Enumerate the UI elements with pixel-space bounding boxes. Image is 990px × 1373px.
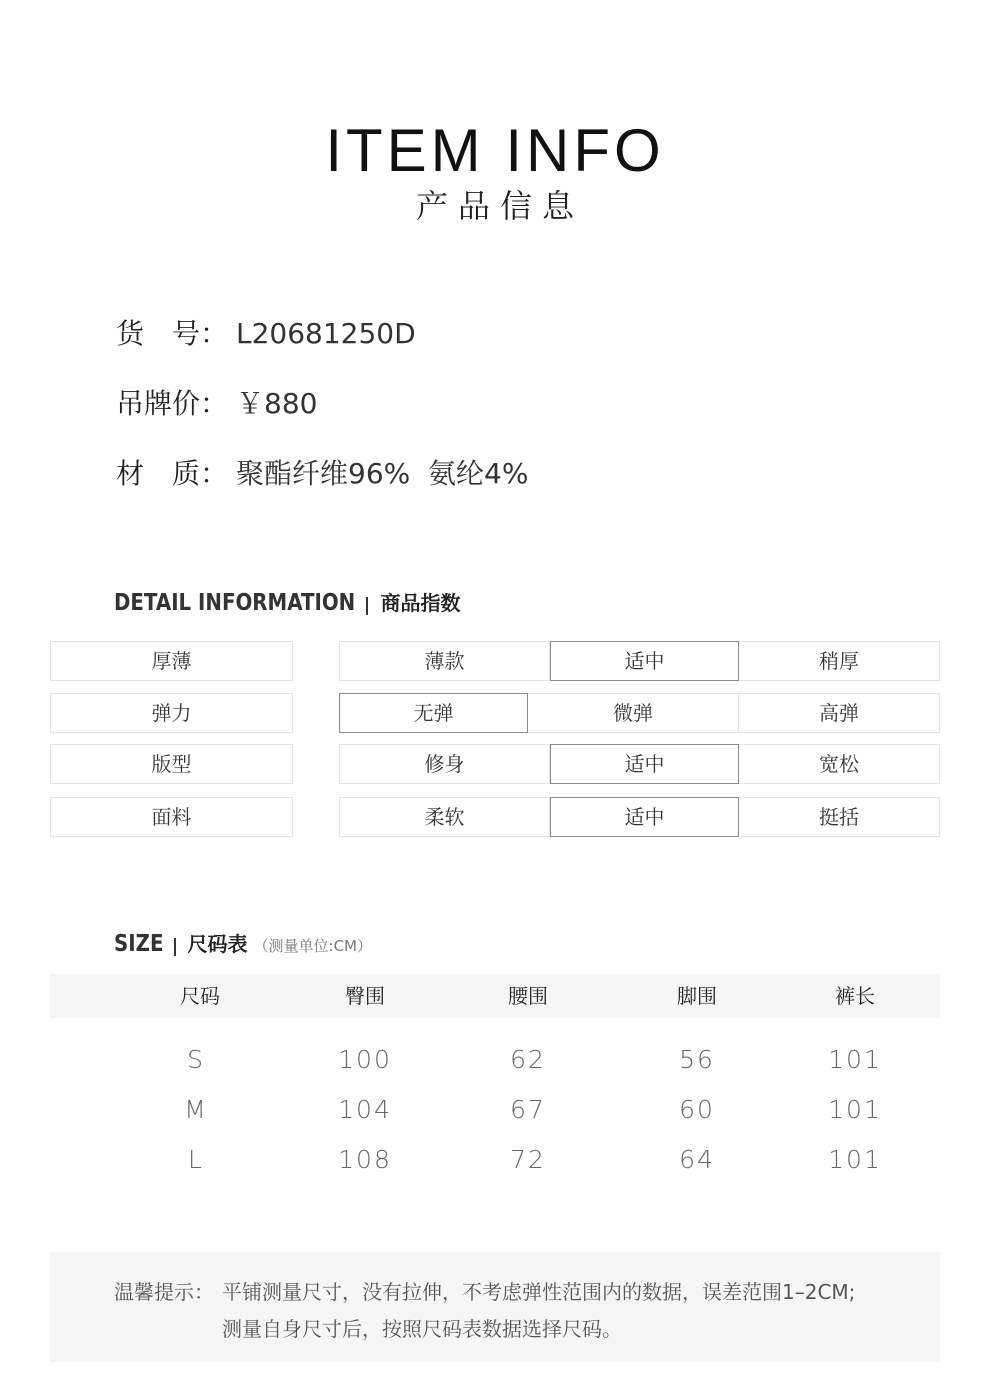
info-label: 材 质： bbox=[116, 457, 229, 490]
detail-option: 挺括 bbox=[739, 797, 940, 837]
size-value-cell: 64 bbox=[679, 1145, 715, 1174]
detail-attribute-name: 厚薄 bbox=[50, 641, 293, 681]
info-label: 货 号： bbox=[116, 317, 229, 350]
size-column-header: 尺码 bbox=[180, 984, 220, 1008]
detail-option: 修身 bbox=[339, 744, 550, 784]
detail-option: 高弹 bbox=[739, 693, 940, 733]
page-title: ITEM INFO bbox=[325, 117, 665, 184]
detail-option-selected: 无弹 bbox=[339, 693, 528, 733]
size-section-header bbox=[114, 929, 372, 959]
divider bbox=[174, 938, 176, 956]
page-subtitle: 产品信息 bbox=[415, 187, 584, 225]
info-row-material bbox=[116, 454, 528, 494]
detail-attribute-name: 面料 bbox=[50, 797, 293, 837]
size-column-header: 裤长 bbox=[835, 984, 875, 1008]
info-label: 吊牌价： bbox=[116, 387, 229, 420]
size-value-cell: 72 bbox=[510, 1145, 546, 1174]
detail-option-selected: 适中 bbox=[550, 641, 739, 681]
size-value-cell: 62 bbox=[510, 1045, 546, 1074]
size-title-en: SIZE bbox=[114, 931, 164, 957]
size-label-cell: M bbox=[184, 1095, 208, 1124]
detail-option: 薄款 bbox=[339, 641, 550, 681]
size-unit-note: （测量单位:CM） bbox=[253, 937, 372, 955]
size-label-cell: L bbox=[188, 1145, 204, 1174]
detail-title-en: DETAIL INFORMATION bbox=[114, 590, 356, 616]
size-value-cell: 100 bbox=[338, 1045, 392, 1074]
detail-title-cn: 商品指数 bbox=[380, 591, 461, 615]
size-value-cell: 101 bbox=[828, 1045, 882, 1074]
tip-line-1: 平铺测量尺寸，没有拉伸，不考虑弹性范围内的数据，误差范围1–2CM; bbox=[222, 1280, 856, 1304]
detail-section-header bbox=[114, 588, 460, 618]
info-value: L20681250D bbox=[236, 317, 416, 350]
tip-line-2: 测量自身尺寸后，按照尺码表数据选择尺码。 bbox=[222, 1317, 622, 1341]
size-column-header: 腰围 bbox=[508, 984, 548, 1008]
detail-option: 柔软 bbox=[339, 797, 550, 837]
size-value-cell: 101 bbox=[828, 1095, 882, 1124]
detail-attribute-name: 弹力 bbox=[50, 693, 293, 733]
divider bbox=[366, 597, 368, 615]
size-column-header: 脚围 bbox=[677, 984, 717, 1008]
detail-option: 稍厚 bbox=[739, 641, 940, 681]
size-value-cell: 108 bbox=[338, 1145, 392, 1174]
tip-label: 温馨提示： bbox=[114, 1280, 214, 1304]
detail-option: 宽松 bbox=[739, 744, 940, 784]
detail-option: 微弹 bbox=[528, 693, 739, 733]
detail-attribute-name: 版型 bbox=[50, 744, 293, 784]
info-row-tag-price bbox=[116, 384, 317, 424]
size-value-cell: 101 bbox=[828, 1145, 882, 1174]
size-label-cell: S bbox=[187, 1045, 205, 1074]
detail-option-selected: 适中 bbox=[550, 797, 739, 837]
info-row-item-number bbox=[116, 314, 416, 354]
size-title-cn: 尺码表 bbox=[187, 932, 248, 956]
size-value-cell: 67 bbox=[510, 1095, 546, 1124]
info-value: 聚酯纤维96% 氨纶4% bbox=[236, 457, 529, 490]
detail-option-selected: 适中 bbox=[550, 744, 739, 784]
size-value-cell: 104 bbox=[338, 1095, 392, 1124]
size-value-cell: 56 bbox=[679, 1045, 715, 1074]
info-value: ￥880 bbox=[236, 387, 318, 420]
size-column-header: 臀围 bbox=[345, 984, 385, 1008]
size-value-cell: 60 bbox=[679, 1095, 715, 1124]
